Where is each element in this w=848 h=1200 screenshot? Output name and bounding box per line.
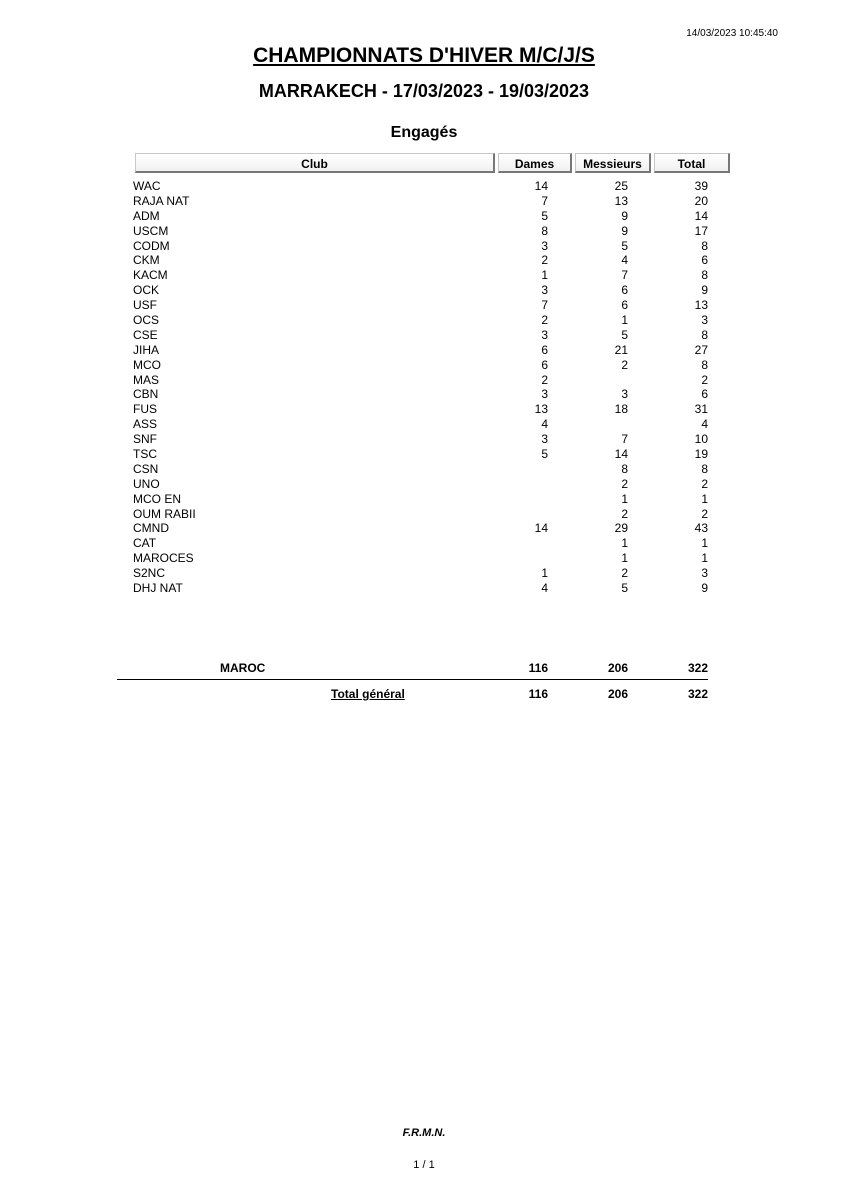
messieurs-count: 6 [621,283,628,298]
column-header-total: Total [654,153,730,173]
table-row [133,521,713,536]
total-count: 2 [701,372,708,387]
print-timestamp: 14/03/2023 10:45:40 [686,28,778,39]
dames-count: 7 [541,193,548,208]
total-count: 1 [701,536,708,551]
messieurs-count: 6 [621,298,628,313]
messieurs-count: 1 [621,313,628,328]
column-header-club: Club [135,153,495,173]
dames-count: 1 [541,268,548,283]
club-name: MCO [133,357,161,372]
total-count: 1 [701,551,708,566]
total-count: 8 [701,268,708,283]
dames-count: 2 [541,313,548,328]
dames-count: 6 [541,342,548,357]
club-name: RAJA NAT [133,193,190,208]
dames-count: 1 [541,566,548,581]
table-row [133,179,713,194]
total-count: 8 [701,238,708,253]
table-row [133,328,713,343]
messieurs-count: 13 [614,193,628,208]
club-name: UNO [133,476,160,491]
messieurs-count: 9 [621,223,628,238]
table-row [133,507,713,522]
total-count: 13 [694,298,708,313]
table-row [133,253,713,268]
dames-count: 7 [541,298,548,313]
messieurs-count: 7 [621,432,628,447]
total-count: 3 [701,313,708,328]
table-row [133,566,713,581]
club-name: FUS [133,402,157,417]
country-total: 322 [687,661,708,675]
messieurs-count: 14 [614,447,628,462]
table-row [133,387,713,402]
summary-divider [117,679,708,680]
table-row [133,298,713,313]
dames-count: 6 [541,357,548,372]
country-summary-row [0,660,848,676]
club-name: MCO EN [133,491,181,506]
table-row [133,313,713,328]
messieurs-count: 9 [621,208,628,223]
table-row [133,581,713,596]
club-name: CODM [133,238,170,253]
table-row [133,551,713,566]
table-row [133,268,713,283]
messieurs-count: 2 [621,357,628,372]
table-row [133,432,713,447]
dames-count: 2 [541,372,548,387]
messieurs-count: 1 [621,491,628,506]
messieurs-count: 25 [614,179,628,193]
club-name: USCM [133,223,169,238]
total-count: 6 [701,253,708,268]
club-name: MAS [133,372,160,387]
total-count: 3 [701,566,708,581]
club-name: S2NC [133,566,166,581]
total-count: 1 [701,491,708,506]
dames-count: 3 [541,432,548,447]
total-count: 2 [701,506,708,521]
messieurs-count: 2 [621,566,628,581]
clubs-table-body [133,179,713,596]
total-count: 27 [694,342,708,357]
club-name: OCK [133,283,160,298]
total-count: 39 [694,179,708,193]
club-name: DHJ NAT [133,581,183,596]
table-row [133,224,713,239]
messieurs-count: 5 [621,327,628,342]
table-row [133,358,713,373]
dames-count: 5 [541,208,548,223]
messieurs-count: 18 [614,402,628,417]
total-count: 19 [694,447,708,462]
total-count: 43 [694,521,708,536]
messieurs-count: 1 [621,551,628,566]
total-count: 8 [701,327,708,342]
event-subtitle: MARRAKECH - 17/03/2023 - 19/03/2023 [258,81,590,101]
total-count: 9 [701,283,708,298]
total-count: 20 [694,193,708,208]
grand-total-dames: 116 [528,687,548,701]
messieurs-count: 29 [614,521,628,536]
dames-count: 8 [541,223,548,238]
club-name: CSE [133,327,158,342]
dames-count: 14 [534,521,548,536]
total-count: 10 [694,432,708,447]
total-count: 4 [701,417,708,432]
club-name: OUM RABII [133,506,196,521]
messieurs-count: 7 [621,268,628,283]
table-row [133,417,713,432]
messieurs-count: 5 [621,238,628,253]
table-row [133,447,713,462]
section-title: Engagés [390,124,458,141]
dames-count: 3 [541,283,548,298]
total-count: 8 [701,357,708,372]
table-row [133,402,713,417]
total-count: 31 [694,402,708,417]
total-count: 17 [694,223,708,238]
dames-count: 2 [541,253,548,268]
column-header-dames: Dames [498,153,572,173]
grand-total-messieurs: 206 [607,687,628,701]
club-name: JIHA [133,342,160,357]
club-name: CMND [133,521,169,536]
country-dames: 116 [528,661,548,675]
column-header-messieurs: Messieurs [575,153,651,173]
table-row [133,209,713,224]
dames-count: 4 [541,581,548,596]
dames-count: 4 [541,417,548,432]
messieurs-count: 2 [621,506,628,521]
table-row [133,283,713,298]
messieurs-count: 3 [621,387,628,402]
messieurs-count: 8 [621,461,628,476]
club-name: MAROCES [133,551,194,566]
country-messieurs: 206 [607,661,628,675]
dames-count: 3 [541,387,548,402]
club-name: ASS [133,417,158,432]
table-row [133,239,713,254]
messieurs-count: 1 [621,536,628,551]
table-row [133,373,713,388]
table-row [133,536,713,551]
table-row [133,462,713,477]
dames-count: 3 [541,327,548,342]
dames-count: 3 [541,238,548,253]
table-row [133,492,713,507]
dames-count: 14 [534,179,548,193]
grand-total-row [0,686,848,702]
messieurs-count: 5 [621,581,628,596]
grand-total-label: Total général [331,687,405,701]
messieurs-count: 21 [614,342,628,357]
dames-count: 13 [534,402,548,417]
dames-count: 5 [541,447,548,462]
club-name: CBN [133,387,159,402]
messieurs-count: 2 [621,476,628,491]
table-row [133,343,713,358]
table-row [133,194,713,209]
total-count: 6 [701,387,708,402]
club-name: WAC [133,179,161,193]
country-label: MAROC [220,661,266,675]
club-name: SNF [133,432,157,447]
organization-footer: F.R.M.N. [402,1127,446,1139]
page-title: CHAMPIONNATS D'HIVER M/C/J/S [253,44,595,67]
total-count: 14 [694,208,708,223]
page-number: 1 / 1 [413,1159,435,1171]
club-name: TSC [133,447,157,462]
table-row [133,477,713,492]
grand-total-total: 322 [687,687,708,701]
total-count: 8 [701,461,708,476]
messieurs-count: 4 [621,253,628,268]
club-name: OCS [133,313,160,328]
club-name: CAT [133,536,157,551]
club-name: CSN [133,461,159,476]
total-count: 9 [701,581,708,596]
club-name: ADM [133,208,160,223]
total-count: 2 [701,476,708,491]
club-name: USF [133,298,157,313]
club-name: KACM [133,268,168,283]
club-name: CKM [133,253,160,268]
